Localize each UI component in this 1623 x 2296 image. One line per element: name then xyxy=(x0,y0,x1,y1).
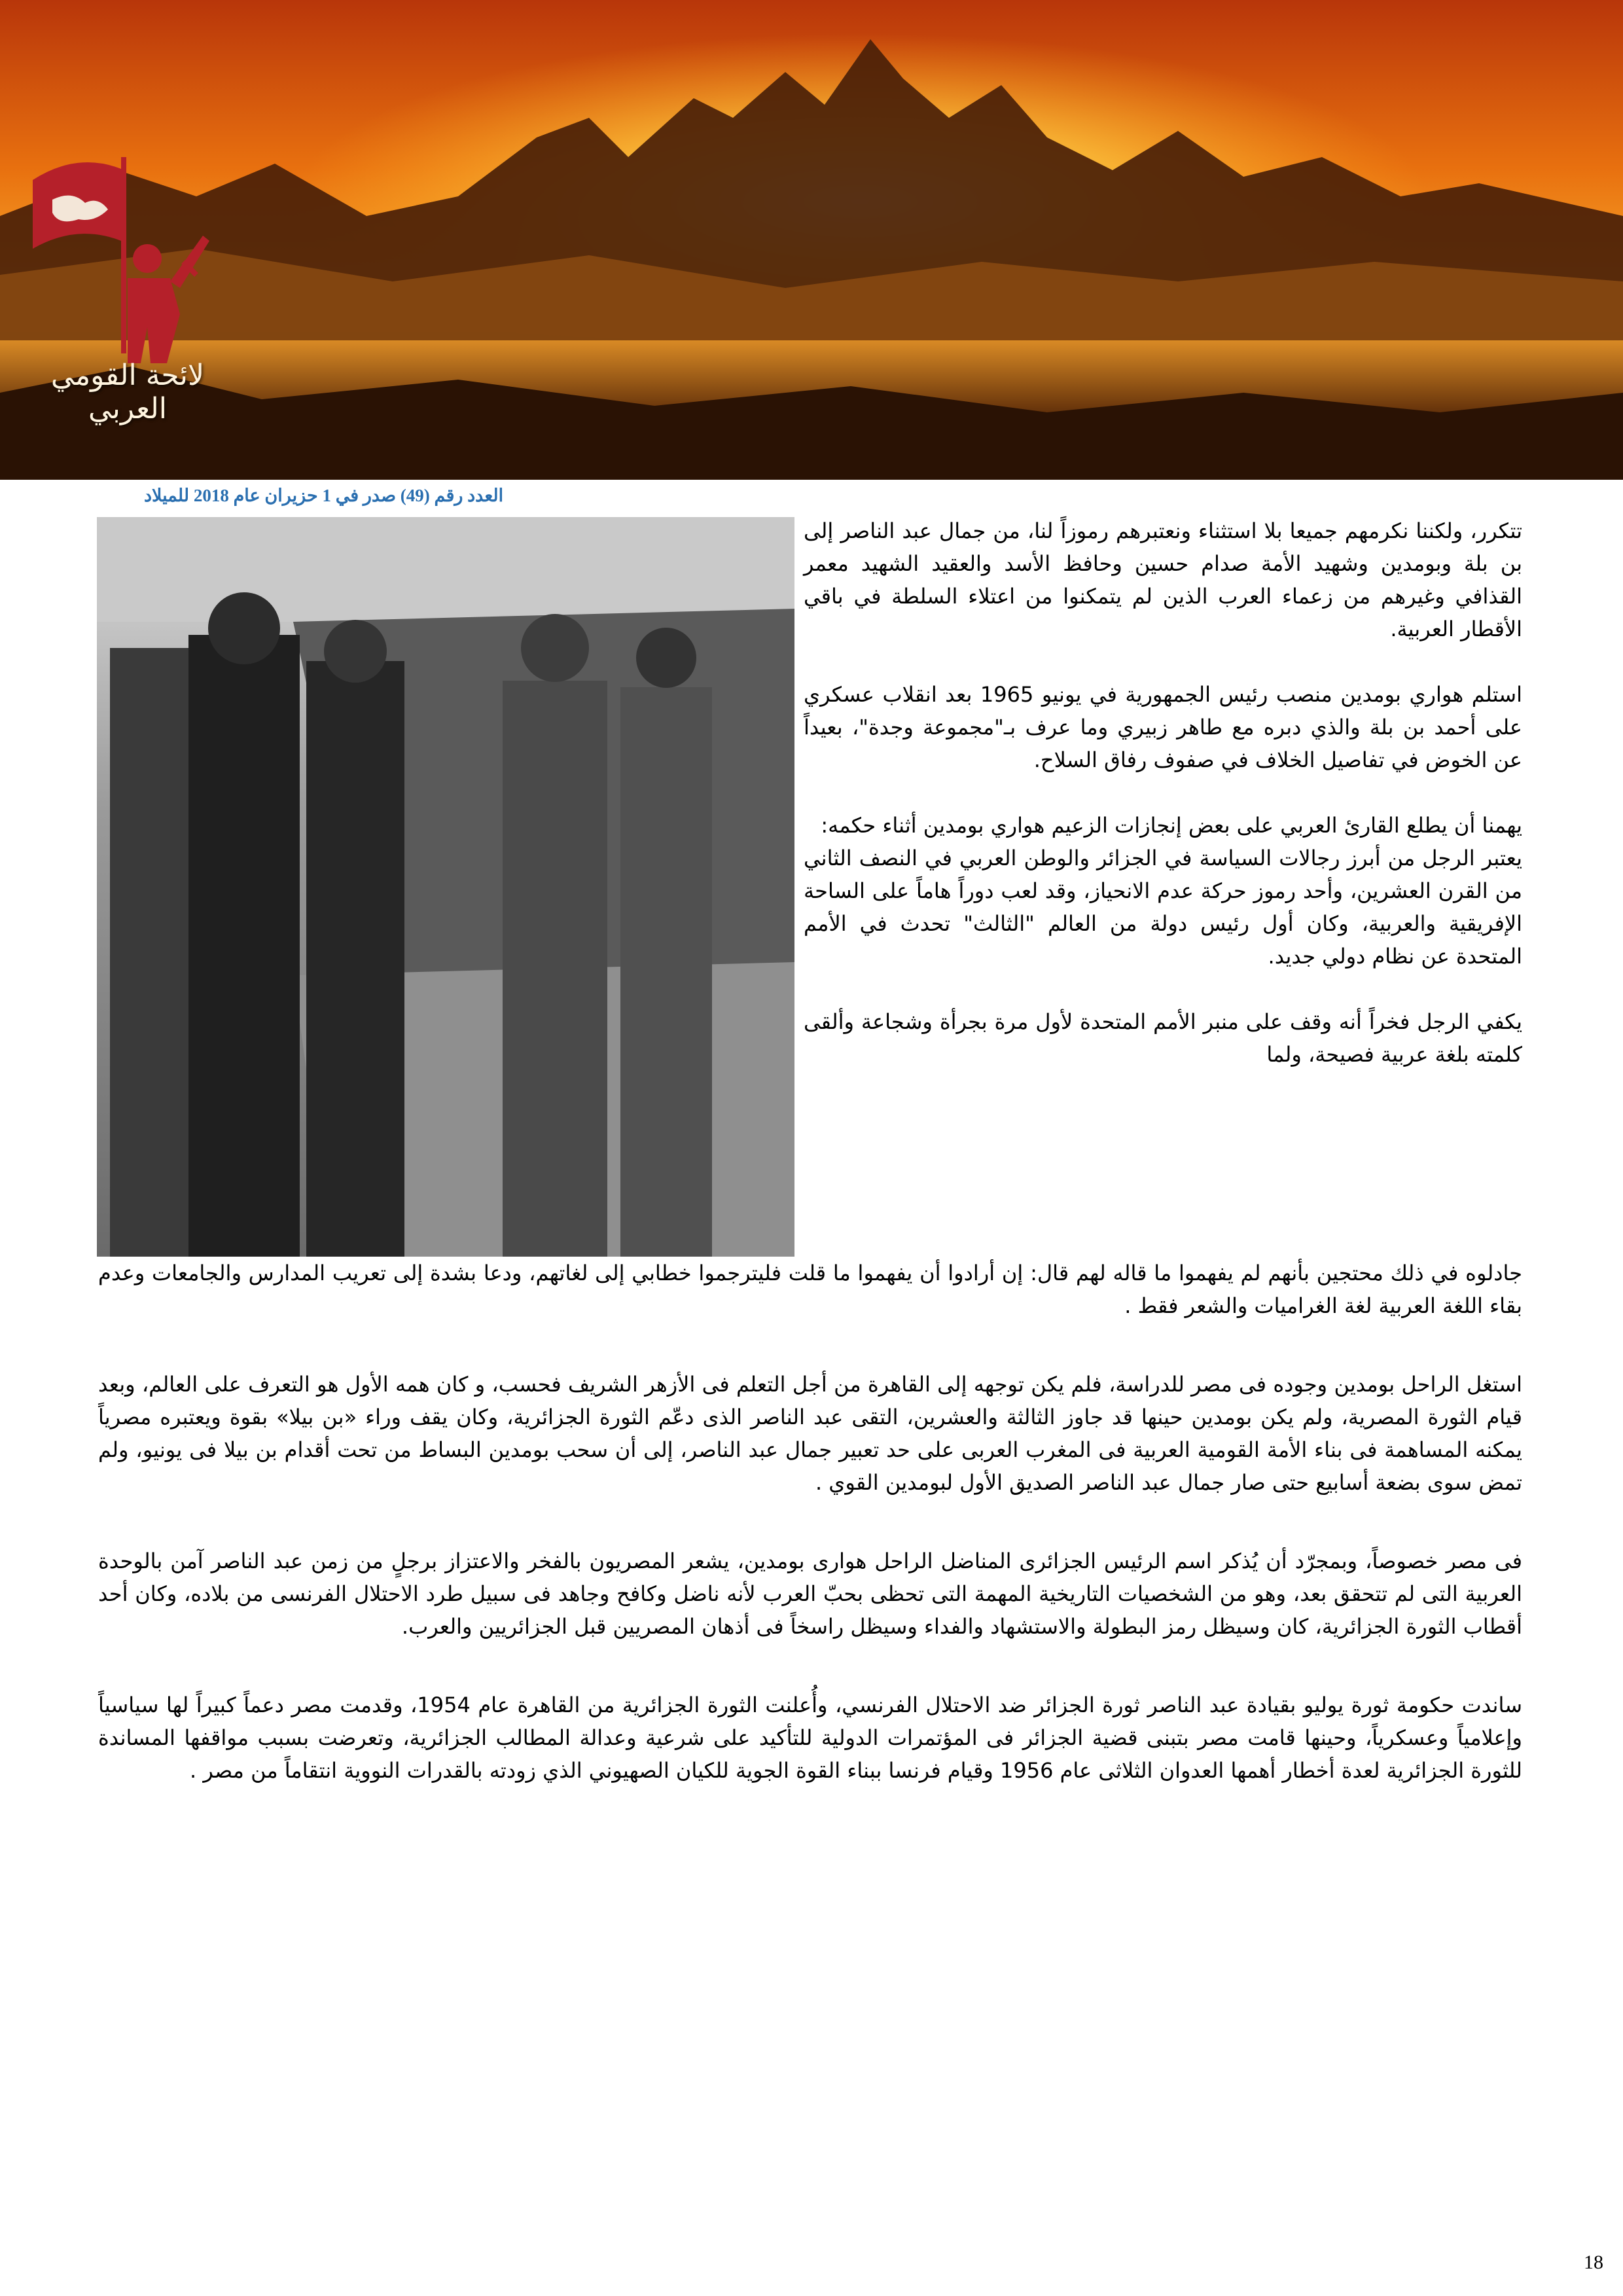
header-banner xyxy=(0,0,1623,480)
paragraph: يهمنا أن يطلع القارئ العربي على بعض إنجازات الزعيم هواري بومدين أثناء حكمه: xyxy=(821,813,1522,838)
issue-info: العدد رقم (49) صدر في 1 حزيران عام 2018 للميلاد xyxy=(144,486,504,505)
paragraph: ساندت حكومة ثورة يوليو بقيادة عبد الناصر ثورة الجزائر ضد الاحتلال الفرنسي، وأُعلنت الثورة الجزائرية من القاهرة عام 1954، وقدمت مصر دعماً كبيراً لها سياسياً وإعلامياً وعسكرياً، وحينها قامت مصر بتبنى قضية الجزائر فى المؤتمرات الدولية للتأكيد على شرعية وعدالة المطالب الجزائرية، وتعرضت بسبب مواقفها المساندة للثورة الجزائرية لعدة أخطار أهمها العدوان الثلاثى عام 1956 وقيام فرنسا ببناء القوة الجوية للكيان الصهيوني الذي زودته بالقدرات النووية انتقاماً من مصر . xyxy=(98,1693,1523,1783)
logo-icon xyxy=(20,144,216,367)
paragraph: جادلوه في ذلك محتجين بأنهم لم يفهموا ما قاله لهم قال: إن أرادوا أن يفهموا ما قلت فليترجموا خطابي إلى لغاتهم، ودعا بشدة إلى تعريب المدارس والجامعات وعدم بقاء اللغة العربية لغة الغراميات والشعر فقط . xyxy=(98,1261,1522,1318)
historic-photo xyxy=(97,517,794,1257)
paragraph: يكفي الرجل فخراً أنه وقف على منبر الأمم المتحدة لأول مرة بجرأة وشجاعة وألقى كلمته بلغة عربية فصيحة، ولما xyxy=(804,1009,1522,1067)
article-full-width xyxy=(98,1257,1522,1833)
page-number: 18 xyxy=(1584,2251,1603,2273)
paragraph: يعتبر الرجل من أبرز رجالات السياسة في الجزائر والوطن العربي في النصف الثاني من القرن العشرين، وأحد رموز حركة عدم الانحياز، وقد لعب دوراً هاماً على الساحة الإفريقية والعربية، وكان أول رئيس دولة من العالم "الثالث" تحدث في الأمم المتحدة عن نظام دولي جديد. xyxy=(804,846,1522,969)
logo-text: لائحة القومي العربي xyxy=(50,359,205,425)
article-right-column xyxy=(804,514,1522,1071)
paragraph: استغل الراحل بومدين وجوده فى مصر للدراسة، فلم يكن توجهه إلى القاهرة من أجل التعلم فى الأزهر الشريف فحسب، و كان همه الأول هو التعرف على العالم، وبعد قيام الثورة المصرية، ولم يكن بومدين حينها قد جاوز الثالثة والعشرين، التقى عبد الناصر الذى دعّم الثورة الجزائرية، وكان يقف وراء «بن بيلا» بقوة ويعتبره مصرياً يمكنه المساهمة فى بناء الأمة القومية العربية فى المغرب العربى على حد تعبير جمال عبد الناصر، إلى أن سحب بومدين البساط من تحت أقدام بن بيلا فى يونيو، ولم تمض سوى بضعة أسابيع حتى صار جمال عبد الناصر الصديق الأول لبومدين القوي . xyxy=(98,1372,1522,1495)
sunset-mountain-image xyxy=(0,0,1623,480)
paragraph: تتكرر، ولكننا نكرمهم جميعا بلا استثناء ونعتبرهم رموزاً لنا، من جمال عبد الناصر إلى بن بلة وبومدين وشهيد الأمة صدام حسين وحافظ الأسد والعقيد الشهيد معمر القذافي وغيرهم من زعماء العرب الذين لم يتمكنوا من اعتلاء السلطة في باقي الأقطار العربية. xyxy=(804,518,1522,641)
paragraph: استلم هواري بومدين منصب رئيس الجمهورية في يونيو 1965 بعد انقلاب عسكري على أحمد بن بلة والذي دبره مع طاهر زبيري وما عرف بـ"مجموعة وجدة"، بعيداً عن الخوض في تفاصيل الخلاف في صفوف رفاق السلاح. xyxy=(804,682,1523,772)
paragraph: فى مصر خصوصاً، وبمجرّد أن يُذكر اسم الرئيس الجزائرى المناضل الراحل هوارى بومدين، يشعر المصريون بالفخر والاعتزاز برجلٍ من زمن عبد الناصر آمن بالوحدة العربية التى لم تتحقق بعد، وهو من الشخصيات التاريخية المهمة التى تحظى بحبّ العرب لأنه ناضل وكافح وجاهد فى سبيل طرد الاحتلال الفرنسى من بلاده، وكان أحد أقطاب الثورة الجزائرية، كان وسيظل رمز البطولة والاستشهاد والفداء وسيظل راسخاً فى أذهان المصريين قبل الجزائريين والعرب. xyxy=(98,1549,1522,1639)
